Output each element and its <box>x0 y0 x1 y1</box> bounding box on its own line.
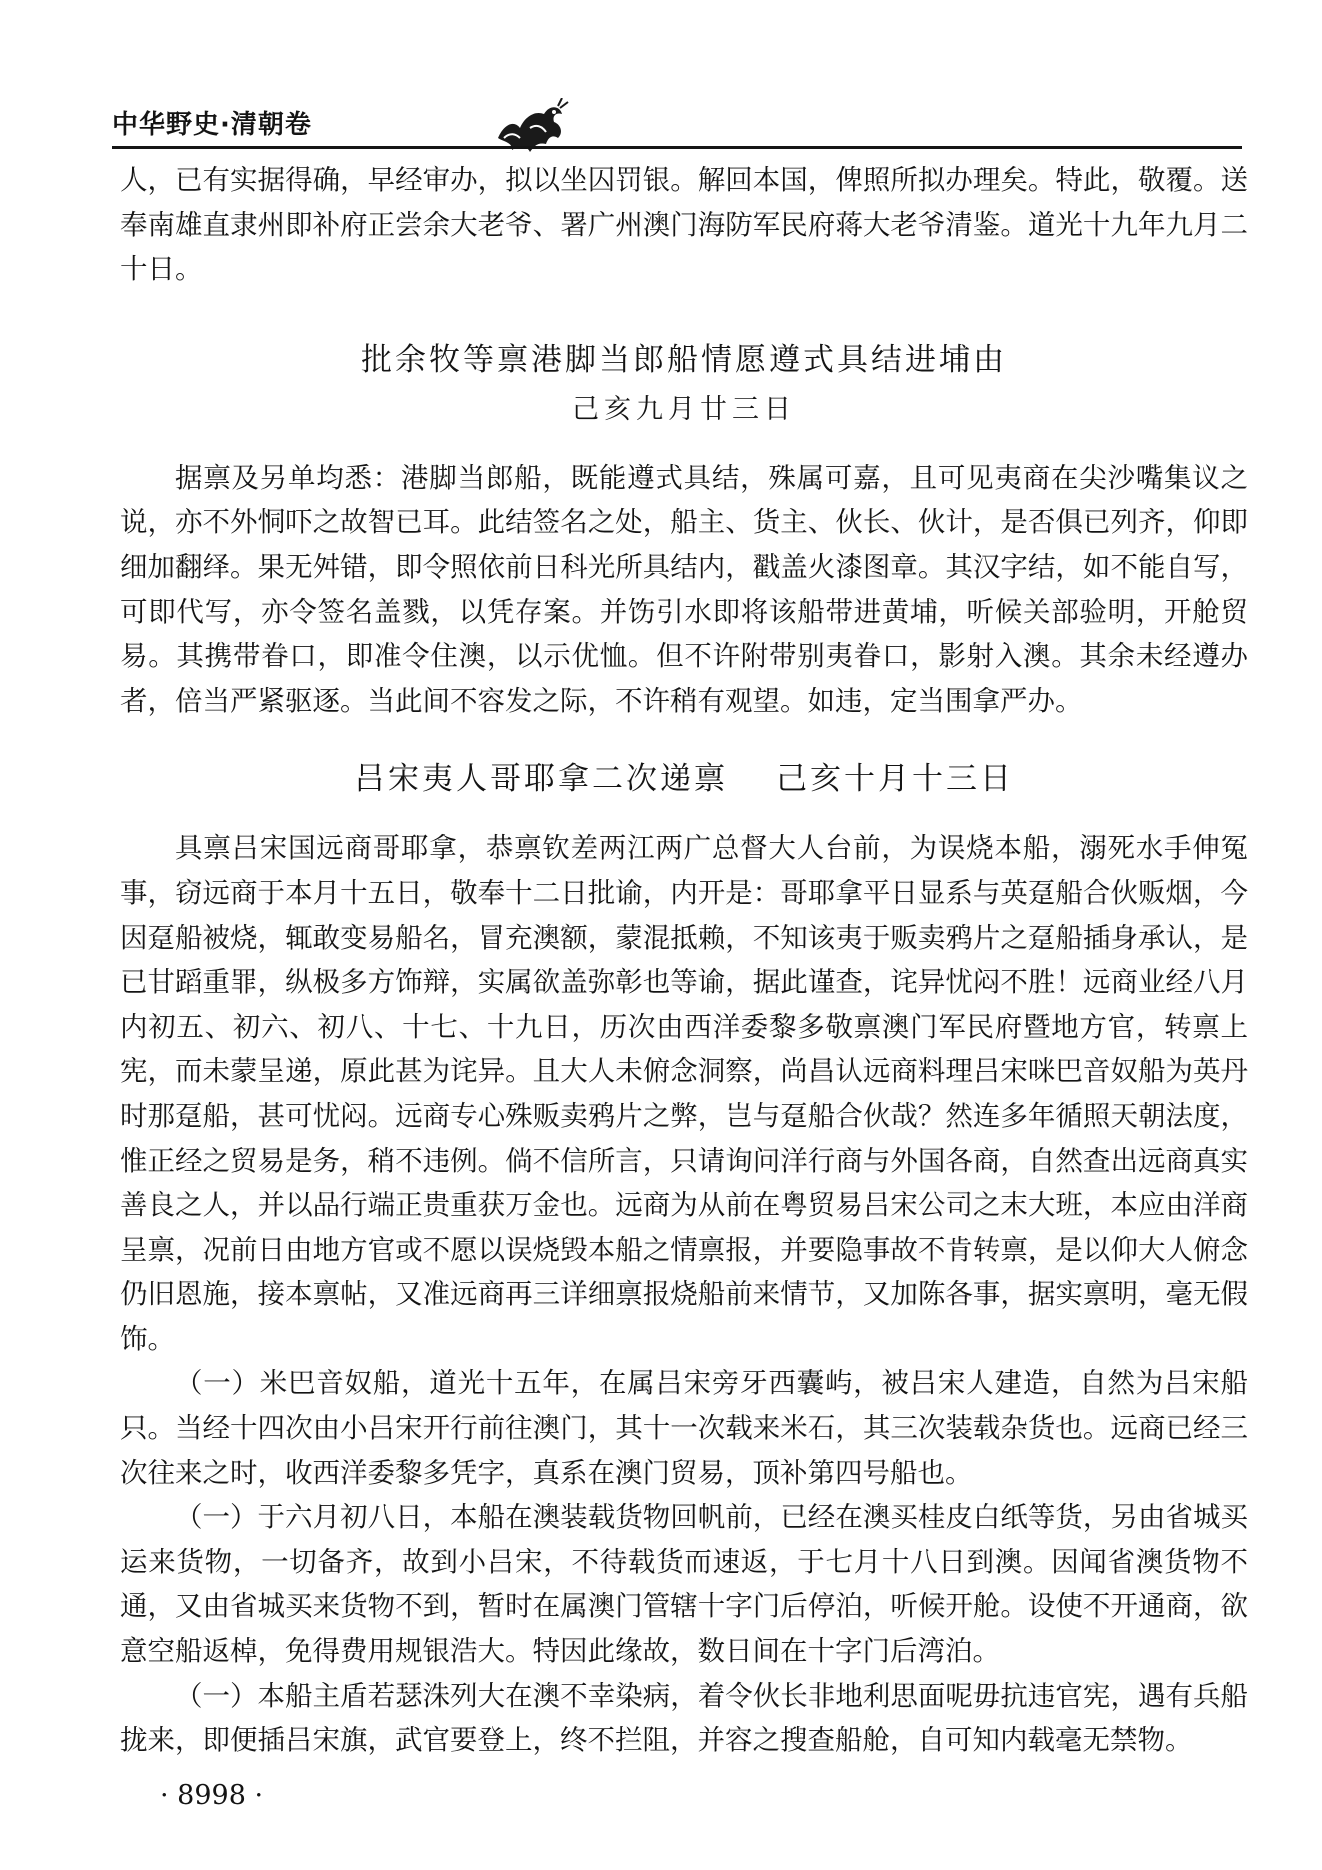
section-date: 己亥十月十三日 <box>776 761 1014 798</box>
section-title <box>120 753 1248 798</box>
section-date: 己亥九月廿三日 <box>572 393 796 425</box>
intro-paragraph: 人，已有实据得确，早经审办，拟以坐囚罚银。解回本国，俾照所拟办理矣。特此，敬覆。送奉南雄直隶州即补府正尝余大老爷、署广州澳门海防军民府蒋大老爷清鉴。道光十九年九月二十日。 <box>120 164 1248 286</box>
header-rule <box>112 146 1242 149</box>
section-title-text: 吕宋夷人哥耶拿二次递禀 <box>354 761 728 798</box>
page-content <box>120 158 1248 1763</box>
list-item: （一）本船主盾若瑟洙列大在澳不幸染病，着令伙长非地利思面呢毋抗违官宪，遇有兵船拢来，即便插吕宋旗，武官要登上，终不拦阻，并容之搜查船舱，自可知内载毫无禁物。 <box>120 1679 1248 1757</box>
list-item: （一）于六月初八日，本船在澳装载货物回帆前，已经在澳买桂皮白纸等货，另由省城买运来货物，一切备齐，故到小吕宋，不待载货而速返，于七月十八日到澳。因闻省澳货物不通，又由省城买来货物不到，暂时在属澳门管辖十字门后停泊，听候开舱。设使不开通商，欲意空船返棹，免得费用规银浩大。特因此缘故，数日间在十字门后湾泊。 <box>120 1501 1248 1668</box>
section-body: 具禀吕宋国远商哥耶拿，恭禀钦差两江两广总督大人台前，为误烧本船，溺死水手伸冤事，窃远商于本月十五日，敬奉十二日批谕，内开是：哥耶拿平日显系与英趸船合伙贩烟，今因趸船被烧，辄敢变易船名，冒充澳额，蒙混抵赖，不知该夷于贩卖鸦片之趸船插身承认，是已甘蹈重罪，纵极多方饰辩，实属欲盖弥彰也等谕，据此谨查，诧异忧闷不胜！远商业经八月内初五、初六、初八、十七、十九日，历次由西洋委黎多敬禀澳门军民府暨地方官，转禀上宪，而未蒙呈递，原此甚为诧异。且大人未俯念洞察，尚昌认远商料理吕宋咪巴音奴船为英丹时那趸船，甚可忧闷。远商专心殊贩卖鸦片之弊，岂与趸船合伙哉？然连多年循照天朝法度，惟正经之贸易是务，稍不违例。倘不信所言，只请询问洋行商与外国各商，自然查出远商真实善良之人，并以品行端正贵重获万金也。远商为从前在粤贸易吕宋公司之末大班，本应由洋商呈禀，况前日由地方官或不愿以误烧毁本船之情禀报，并要隐事故不肯转禀，是以仰大人俯念仍旧恩施，接本禀帖，又准远商再三详细禀报烧船前来情节，又加陈各事，据实禀明，毫无假饰。 <box>120 832 1248 1355</box>
list-item: （一）米巴音奴船，道光十五年，在属吕宋旁牙西囊屿，被吕宋人建造，自然为吕宋船只。当经十四次由小吕宋开行前往澳门，其十一次载来米石，其三次装载杂货也。远商已经三次往来之时，收西洋委黎多凭字，真系在澳门贸易，顶补第四号船也。 <box>120 1367 1248 1489</box>
page-number: · 8998 · <box>160 1780 264 1811</box>
book-title: 中华野史·清朝卷 <box>112 110 312 140</box>
section-title: 批余牧等禀港脚当郎船情愿遵式具结进埔由 <box>361 341 1007 378</box>
section-body: 据禀及另单均悉：港脚当郎船，既能遵式具结，殊属可嘉，且可见夷商在尖沙嘴集议之说，亦不外恫吓之故智已耳。此结签名之处，船主、货主、伙长、伙计，是否俱已列齐，仰即细加翻绎。果无舛错，即令照依前日科光所具结内，戳盖火漆图章。其汉字结，如不能自写，可即代写，亦令签名盖戮，以凭存案。并饬引水即将该船带进黄埔，听候关部验明，开舱贸易。其携带眷口，即准令住澳，以示优恤。但不许附带别夷眷口，影射入澳。其余未经遵办者，倍当严紧驱逐。当此间不容发之际，不许稍有观望。如违，定当围拿严办。 <box>120 461 1248 717</box>
